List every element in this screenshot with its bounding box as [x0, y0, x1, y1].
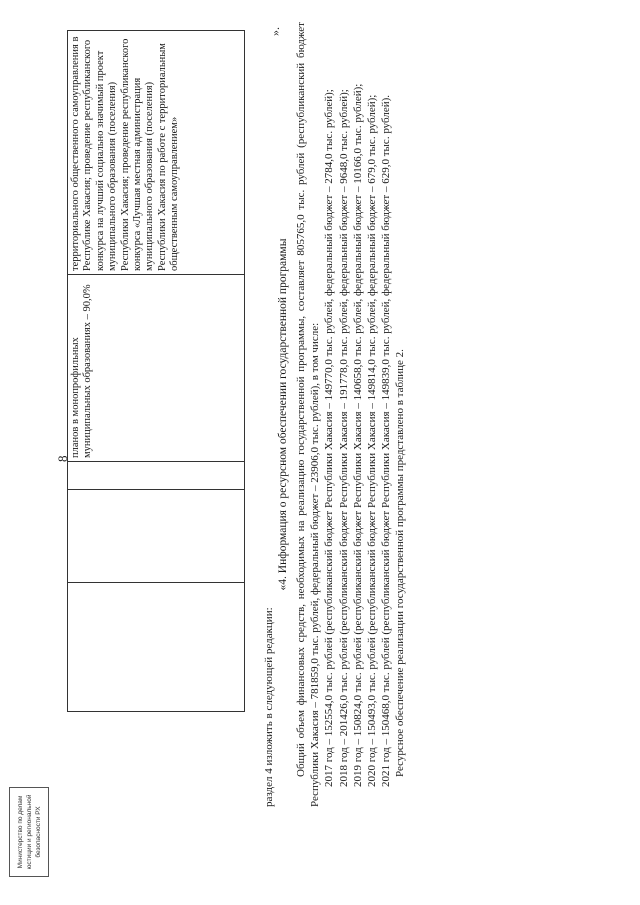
section-intro: раздел 4 изложить в следующей редакции:: [263, 607, 275, 807]
table-cell: [68, 462, 245, 490]
year-paragraph: 2019 год – 150824,0 тыс. рублей (республиканский бюджет Республики Хакасия – 140658,0 тыс. рублей, федеральный бюджет – 10166,0 тыс. рублей);: [351, 83, 364, 787]
stamp-line: Министерство по делам: [16, 795, 24, 869]
body-paragraph: Общий объем финансовых средств, необходимых на реализацию государственной программы, составляет 805765,0 тыс. рублей (республиканский бюджет Республики Хакасия – 781859,0 тыс. рублей, федеральный бюджет – 23906,0 тыс. рублей), в том числе:: [295, 22, 322, 807]
table-cell: [68, 490, 245, 583]
year-paragraph: 2018 год – 201426,0 тыс. рублей (республиканский бюджет Республики Хакасия – 191778,0 тыс. рублей, федеральный бюджет – 9648,0 тыс. рублей);: [337, 89, 350, 787]
table-cell: планов в монопрофильных муниципальных образованиях – 90,0%: [68, 275, 245, 462]
registration-stamp: [9, 787, 49, 877]
section-heading: «4. Информация о ресурсном обеспечении государственной программы: [277, 238, 289, 591]
year-paragraph: 2020 год – 150493,0 тыс. рублей (республиканский бюджет Республики Хакасия – 149814,0 тыс. рублей, федеральный бюджет – 679,0 тыс. рублей);: [366, 94, 379, 787]
stamp-line: юстиции и региональной: [25, 794, 33, 870]
body-paragraph: Ресурсное обеспечение реализации государственной программы представлено в таблице 2.: [394, 349, 407, 777]
year-paragraph: 2021 год – 150468,0 тыс. рублей (республиканский бюджет Республики Хакасия – 149839,0 тыс. рублей, федеральный бюджет – 629,0 тыс. рублей).: [380, 94, 393, 787]
table-cell: [68, 583, 245, 712]
closing-quote: ».: [268, 27, 282, 36]
program-table: [67, 30, 245, 712]
document-page: [0, 2, 640, 902]
table-cell: территориального общественного самоуправления в Республике Хакасия; проведение республиканского конкурса на лучший социально значимый проект муниципального образования (поселения) Республики Хакасия; проведение республиканского конкурса «Лучшая местная администрация муниципального образования (поселения) Республики Хакасия по работе с территориальным общественным самоуправлением»: [68, 31, 245, 275]
table-row: [68, 31, 245, 712]
stamp-line: безопасности РХ: [34, 806, 42, 858]
year-paragraph: 2017 год – 152554,0 тыс. рублей (республиканский бюджет Республики Хакасия – 149770,0 тыс. рублей, федеральный бюджет – 2784,0 тыс. рублей);: [323, 89, 336, 787]
page-number: 8: [55, 455, 70, 462]
section-body: [294, 22, 408, 807]
